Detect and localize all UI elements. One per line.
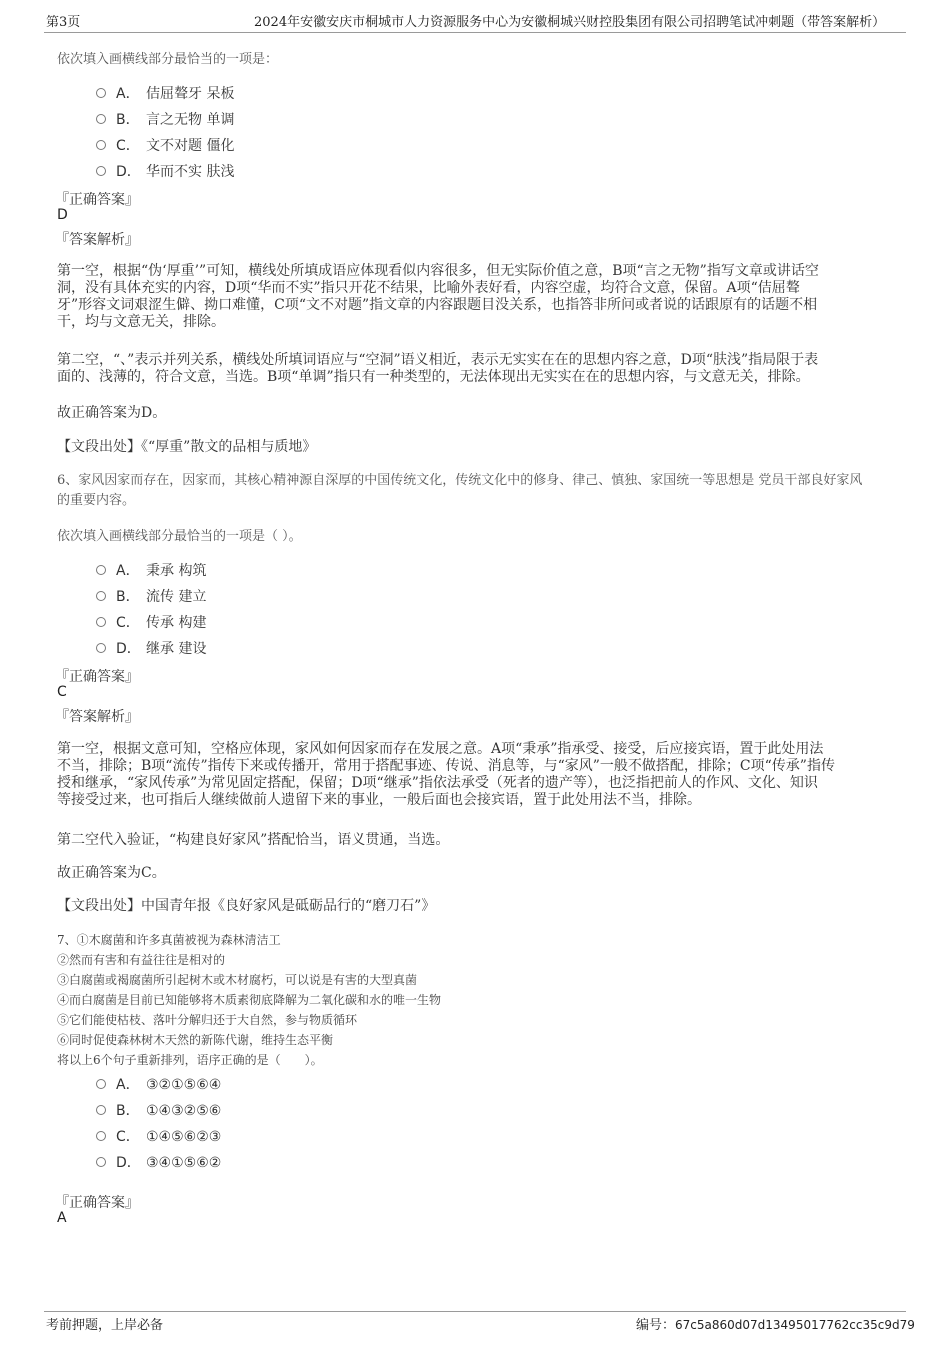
radio-icon[interactable] — [96, 565, 106, 575]
q6-option-c[interactable] — [96, 612, 206, 632]
q6-source: 【文段出处】中国青年报《良好家风是砥砺品行的“磨刀石”》 — [57, 898, 436, 914]
footer-divider — [44, 1311, 906, 1312]
radio-icon[interactable] — [96, 1079, 106, 1089]
serial-code: 67c5a860d07d13495017762cc35c9d79 — [675, 1318, 915, 1332]
q7-prompt: 将以上6个句子重新排列，语序正确的是（ ）。 — [57, 1053, 323, 1067]
q6-option-b[interactable] — [96, 586, 206, 606]
option-letter: D． — [116, 1155, 141, 1171]
footer-slogan: 考前押题，上岸必备 — [46, 1318, 164, 1333]
option-letter: B． — [116, 112, 140, 128]
q6-analysis-paragraph-1 — [57, 741, 895, 809]
q7-answer-label: 『正确答案』 — [55, 1195, 139, 1211]
text-line: 第二空，“、”表示并列关系，横线处所填词语应与“空洞”语义相近，表示无实实在在的思想内容之意，D项“肤浅”指局限于表 — [57, 352, 819, 368]
text-line: 等接受过来，也可指后人继续做前人遗留下来的事业，一般后面也会接宾语，置于此处用法不当，排除。 — [57, 792, 701, 808]
option-letter: C． — [116, 1129, 140, 1145]
text-line: 洞，没有具体充实的内容，D项“华而不实”指只开花不结果，比喻外表好看，内容空虚，均符合文意，保留。A项“佶屈聱 — [57, 280, 800, 296]
option-text: ③④①⑤⑥② — [146, 1155, 222, 1171]
text-line: 干，均与文意无关，排除。 — [57, 314, 225, 330]
text-line: 的重要内容。 — [57, 493, 136, 508]
sentence-line: ⑥同时促使森林树木天然的新陈代谢，维持生态平衡 — [57, 1033, 334, 1047]
q6-conclusion: 故正确答案为C。 — [57, 865, 166, 881]
option-text: 传承 构建 — [146, 615, 207, 631]
option-text: 秉承 构筑 — [146, 563, 207, 579]
q6-answer: C — [57, 684, 67, 700]
q7-option-a[interactable] — [96, 1074, 221, 1094]
radio-icon[interactable] — [96, 88, 106, 98]
q6-prompt: 依次填入画横线部分最恰当的一项是（ ）。 — [57, 529, 302, 544]
option-letter: B． — [116, 1103, 140, 1119]
option-text: 流传 建立 — [146, 589, 207, 605]
radio-icon[interactable] — [96, 643, 106, 653]
q5-answer: D — [57, 207, 68, 223]
q6-analysis-label: 『答案解析』 — [55, 709, 139, 725]
q5-answer-label: 『正确答案』 — [55, 192, 139, 208]
option-text: 华而不实 肤浅 — [146, 164, 235, 180]
q6-analysis-paragraph-2: 第二空代入验证，“构建良好家风”搭配恰当，语义贯通，当选。 — [57, 832, 450, 848]
sentence-line: ③白腐菌或褐腐菌所引起树木或木材腐朽，可以说是有害的大型真菌 — [57, 973, 418, 987]
q6-stem — [57, 471, 862, 511]
radio-icon[interactable] — [96, 1105, 106, 1115]
page-number: 第3页 — [46, 15, 81, 30]
option-text: ①④③②⑤⑥ — [146, 1103, 222, 1119]
sentence-line: ⑤它们能使枯枝、落叶分解归还于大自然，参与物质循环 — [57, 1013, 358, 1027]
q7-option-b[interactable] — [96, 1100, 221, 1120]
text-line: 面的、浅薄的，符合文意，当选。B项“单调”指只有一种类型的，无法体现出无实实在在的思想内容，与文意无关，排除。 — [57, 369, 810, 385]
text-line: 授和继承，“家风传承”为常见固定搭配，保留；D项“继承”指依法承受（死者的遗产等），也泛指把前人的作风、文化、知识 — [57, 775, 818, 791]
q5-analysis-paragraph-2 — [57, 352, 895, 386]
q5-source: 【文段出处】《“厚重”散文的品相与质地》 — [57, 439, 317, 455]
option-letter: C． — [116, 615, 140, 631]
text-line: 第一空，根据“伪‘厚重’”可知，横线处所填成语应体现看似内容很多，但无实际价值之意，B项“言之无物”指写文章或讲话空 — [57, 263, 819, 279]
radio-icon[interactable] — [96, 617, 106, 627]
header-divider — [44, 32, 906, 33]
option-text: 文不对题 僵化 — [146, 138, 235, 154]
radio-icon[interactable] — [96, 1131, 106, 1141]
radio-icon[interactable] — [96, 166, 106, 176]
q5-analysis-label: 『答案解析』 — [55, 232, 139, 248]
sentence-line: 7、①木腐菌和许多真菌被视为森林清洁工 — [57, 933, 281, 947]
q6-option-d[interactable] — [96, 638, 206, 658]
option-text: 佶屈聱牙 呆板 — [146, 86, 235, 102]
q7-sentences — [57, 930, 441, 1070]
q5-option-c[interactable] — [96, 135, 234, 155]
sentence-line: ④而白腐菌是目前已知能够将木质素彻底降解为二氧化碳和水的唯一生物 — [57, 993, 442, 1007]
option-letter: C． — [116, 138, 140, 154]
q6-answer-label: 『正确答案』 — [55, 669, 139, 685]
footer-serial — [636, 1314, 915, 1333]
q5-conclusion: 故正确答案为D。 — [57, 405, 167, 421]
q6-option-a[interactable] — [96, 560, 206, 580]
text-line: 第一空，根据文意可知，空格应体现，家风如何因家而存在发展之意。A项“秉承”指承受、接受，后应接宾语，置于此处用法 — [57, 741, 824, 757]
q7-answer: A — [57, 1210, 67, 1226]
radio-icon[interactable] — [96, 1157, 106, 1167]
document-title: 2024年安徽安庆市桐城市人力资源服务中心为安徽桐城兴财控股集团有限公司招聘笔试冲刺题（带答案解析） — [254, 15, 886, 30]
option-text: ③②①⑤⑥④ — [146, 1077, 222, 1093]
text-line: 6、家风因家而存在，因家而，其核心精神源自深厚的中国传统文化，传统文化中的修身、律己、慎独、家国统一等思想是 党员干部良好家风 — [57, 473, 863, 488]
option-letter: A． — [116, 563, 140, 579]
q5-prompt: 依次填入画横线部分最恰当的一项是： — [57, 52, 279, 67]
radio-icon[interactable] — [96, 591, 106, 601]
option-letter: A． — [116, 1077, 140, 1093]
sentence-line: ②然而有害和有益往往是相对的 — [57, 953, 226, 967]
option-letter: A． — [116, 86, 140, 102]
q7-option-c[interactable] — [96, 1126, 221, 1146]
option-text: ①④⑤⑥②③ — [146, 1129, 222, 1145]
q7-option-d[interactable] — [96, 1152, 221, 1172]
q5-analysis-paragraph-1 — [57, 263, 895, 331]
q5-option-b[interactable] — [96, 109, 234, 129]
q5-option-d[interactable] — [96, 161, 234, 181]
option-letter: B． — [116, 589, 140, 605]
option-text: 言之无物 单调 — [146, 112, 235, 128]
option-text: 继承 建设 — [146, 641, 207, 657]
option-letter: D． — [116, 641, 141, 657]
radio-icon[interactable] — [96, 114, 106, 124]
radio-icon[interactable] — [96, 140, 106, 150]
option-letter: D． — [116, 164, 141, 180]
text-line: 不当，排除；B项“流传”指传下来或传播开，常用于搭配事迹、传说、消息等，与“家风”一般不做搭配，排除；C项“传承”指传 — [57, 758, 835, 774]
serial-label: 编号： — [636, 1318, 676, 1333]
text-line: 牙”形容文词艰涩生僻、拗口难懂，C项“文不对题”指文章的内容跟题目没关系，也指答非所问或者说的话跟原有的话题不相 — [57, 297, 818, 313]
q5-option-a[interactable] — [96, 83, 234, 103]
